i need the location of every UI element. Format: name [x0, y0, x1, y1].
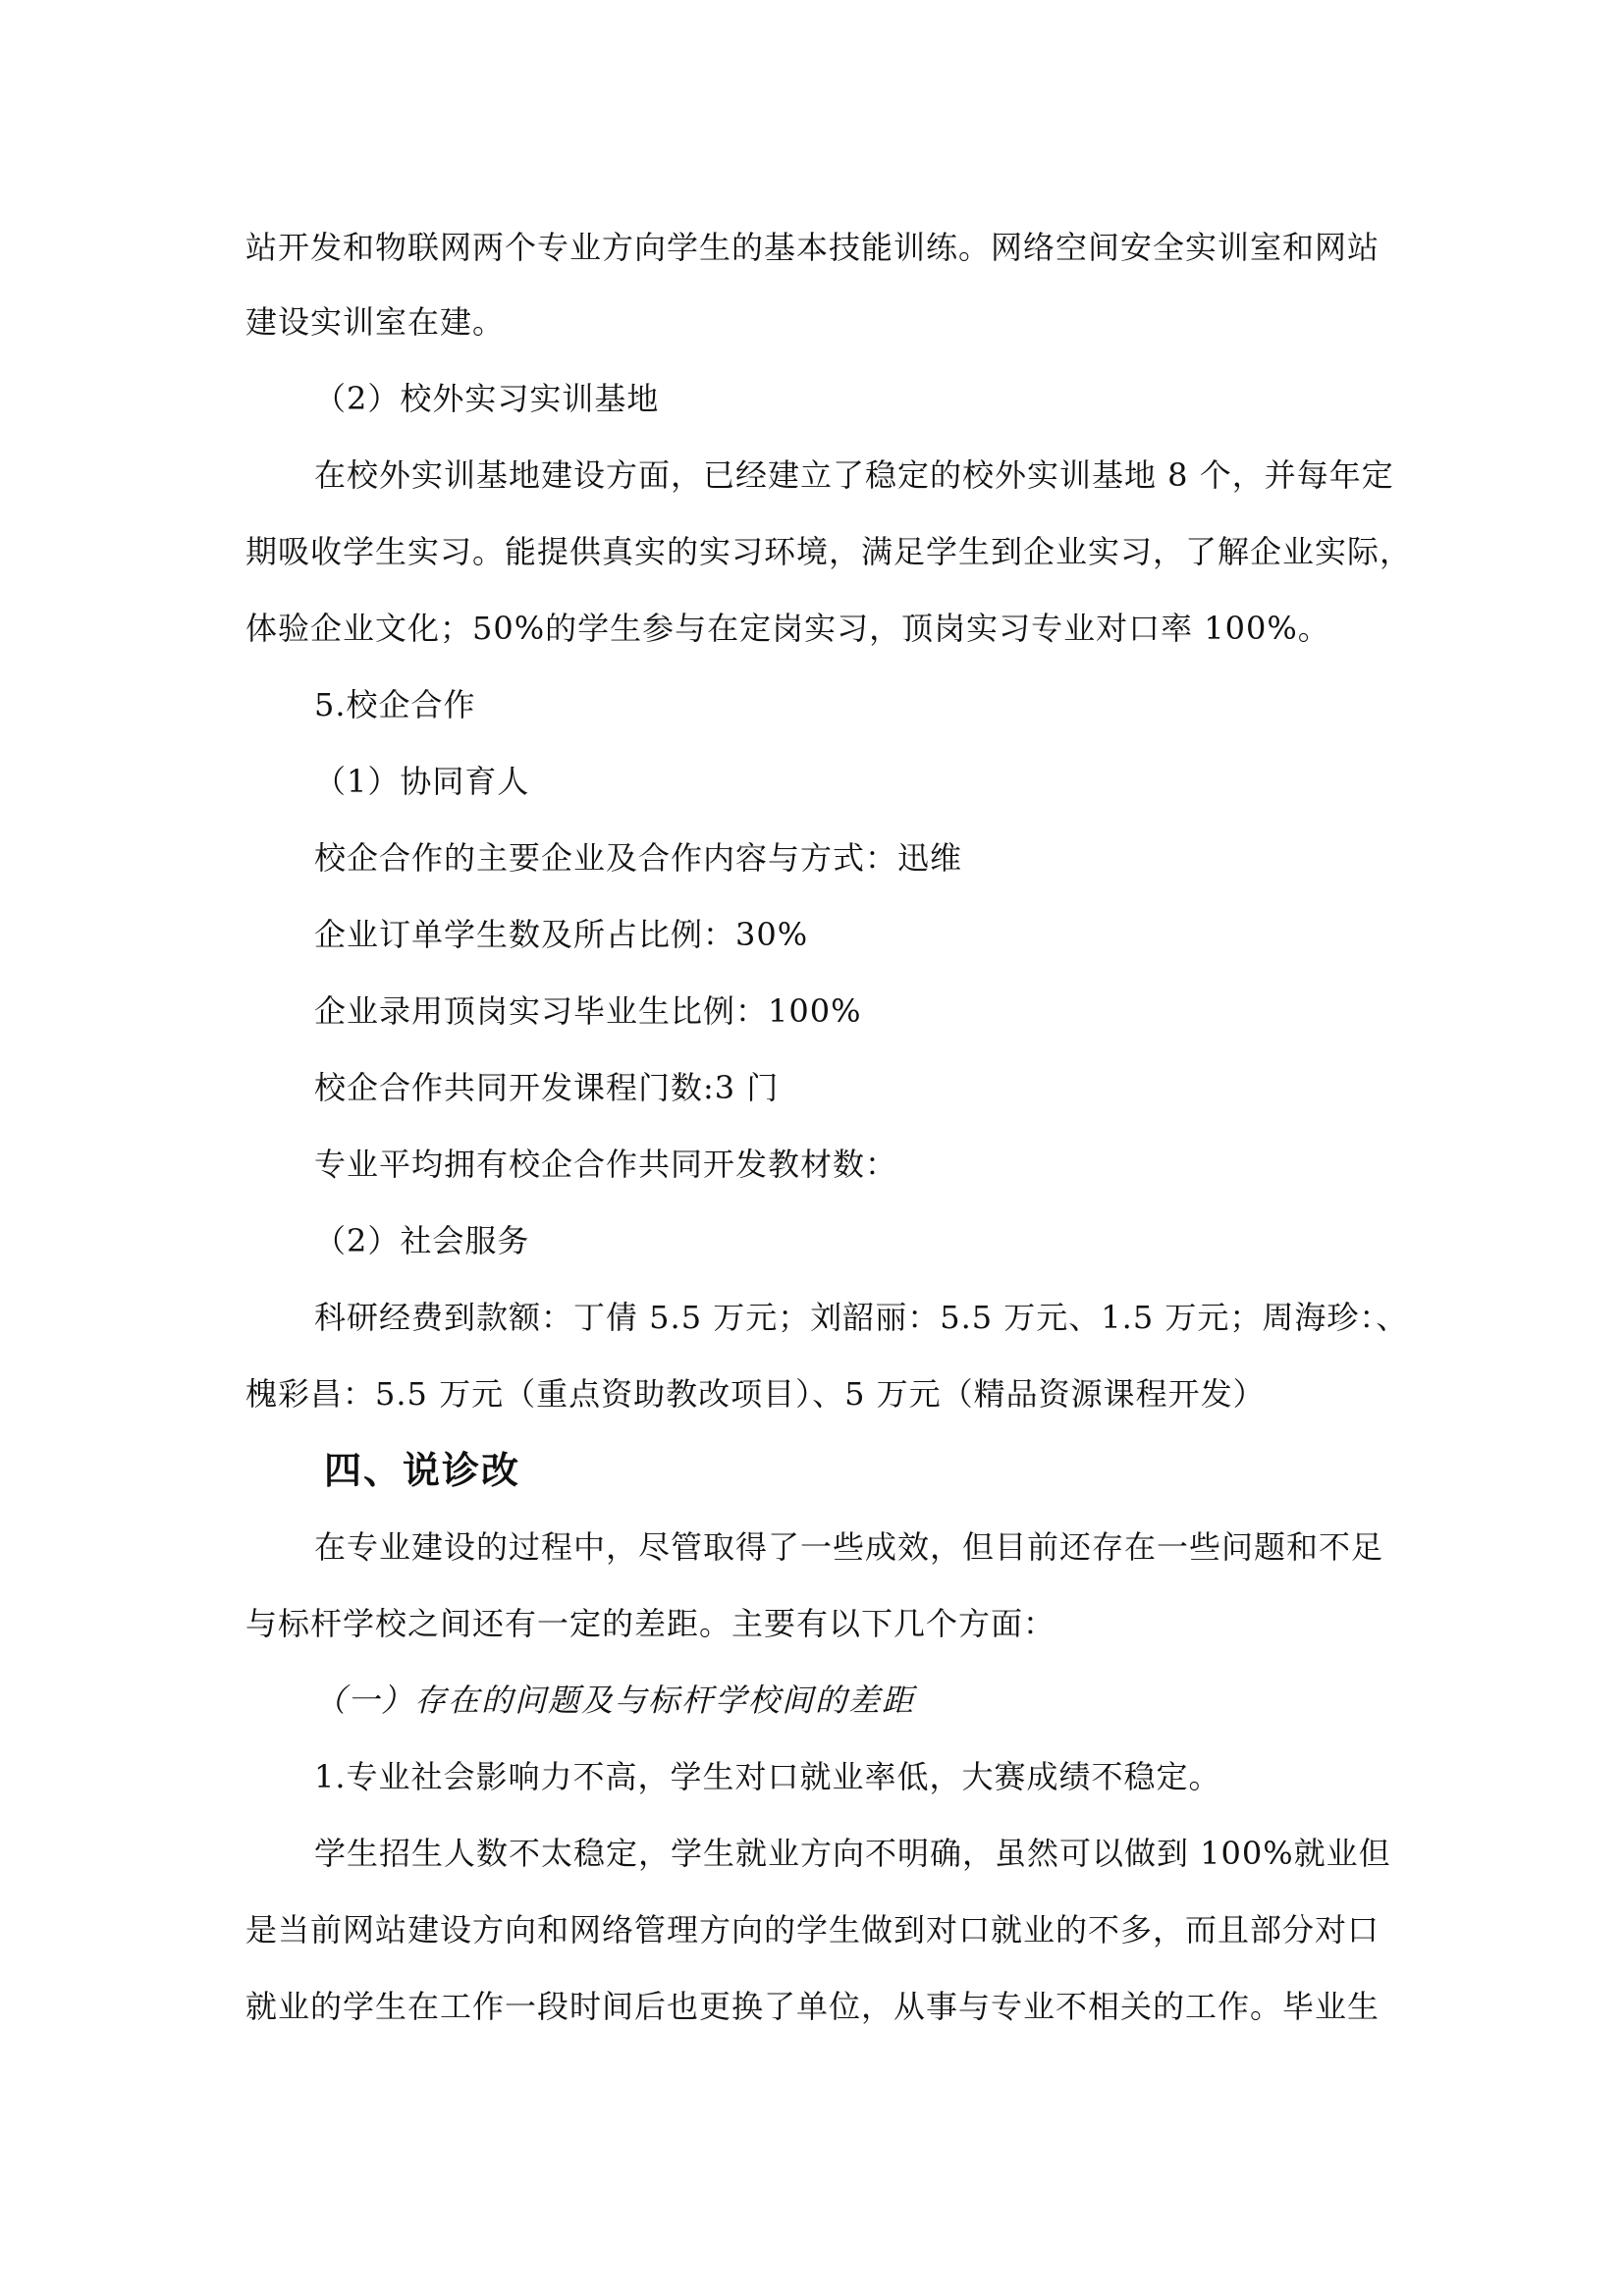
- subsection-heading: （一）存在的问题及与标杆学校间的差距: [314, 1682, 916, 1719]
- numbered-heading: 1.专业社会影响力不高，学生对口就业率低，大赛成绩不稳定。: [314, 1758, 1221, 1795]
- body-line: 专业平均拥有校企合作共同开发教材数：: [314, 1146, 898, 1183]
- body-line: 在专业建设的过程中，尽管取得了一些成效，但目前还存在一些问题和不足: [314, 1528, 1384, 1566]
- body-line: 槐彩昌：5.5 万元（重点资助教改项目）、5 万元（精品资源课程开发）: [245, 1375, 1266, 1413]
- body-line: 与标杆学校之间还有一定的差距。主要有以下几个方面：: [245, 1605, 1056, 1642]
- subsection-heading: （2）校外实习实训基地: [314, 380, 660, 417]
- body-line: 期吸收学生实习。能提供真实的实习环境，满足学生到企业实习，了解企业实际，: [245, 533, 1413, 570]
- body-line: 校企合作的主要企业及合作内容与方式：迅维: [314, 839, 963, 877]
- subsection-heading: （2）社会服务: [314, 1222, 530, 1259]
- subsection-heading: （1）协同育人: [314, 763, 530, 800]
- body-line: 在校外实训基地建设方面，已经建立了稳定的校外实训基地 8 个，并每年定: [314, 456, 1394, 494]
- body-line: 企业订单学生数及所占比例：30%: [314, 916, 809, 953]
- section-heading: 5.校企合作: [314, 686, 476, 723]
- body-line: 校企合作共同开发课程门数:3 门: [314, 1069, 780, 1106]
- body-line: 体验企业文化；50%的学生参与在定岗实习，顶岗实习专业对口率 100%。: [245, 610, 1330, 647]
- body-line: 是当前网站建设方向和网络管理方向的学生做到对口就业的不多，而且部分对口: [245, 1911, 1380, 1949]
- body-line: 建设实训室在建。: [245, 303, 506, 341]
- chapter-heading: 四、说诊改: [324, 1449, 521, 1492]
- body-line: 学生招生人数不太稳定，学生就业方向不明确，虽然可以做到 100%就业但: [314, 1835, 1391, 1872]
- body-line: 科研经费到款额：丁倩 5.5 万元；刘韶丽：5.5 万元、1.5 万元；周海珍：、: [314, 1299, 1409, 1336]
- body-line: 就业的学生在工作一段时间后也更换了单位，从事与专业不相关的工作。毕业生: [245, 1988, 1380, 2025]
- body-line: 企业录用顶岗实习毕业生比例：100%: [314, 992, 862, 1030]
- body-line: 站开发和物联网两个专业方向学生的基本技能训练。网络空间安全实训室和网站: [245, 229, 1380, 266]
